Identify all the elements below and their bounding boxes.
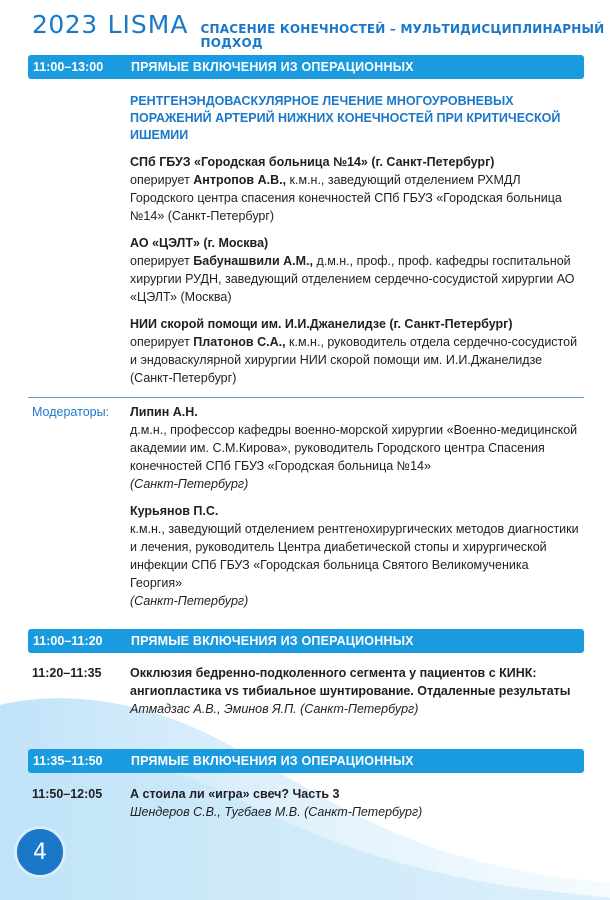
center-item xyxy=(130,153,580,225)
operates-prefix: оперирует xyxy=(130,173,194,187)
talk-time: 11:20–11:35 xyxy=(32,666,102,680)
session-bar-1 xyxy=(28,55,584,79)
section-title: РЕНТГЕНЭНДОВАСКУЛЯРНОЕ ЛЕЧЕНИЕ МНОГОУРОВНЕВЫХ ПОРАЖЕНИЙ АРТЕРИЙ НИЖНИХ КОНЕЧНОСТЕЙ ПРИ КРИТИЧЕСКОЙ ИШЕМИИ xyxy=(130,94,561,142)
header-year: 2023 xyxy=(32,10,98,39)
session-label: ПРЯМЫЕ ВКЛЮЧЕНИЯ ИЗ ОПЕРАЦИОННЫХ xyxy=(131,60,414,74)
center-item xyxy=(130,315,580,387)
surgeon-name: Антропов А.В., xyxy=(193,173,287,187)
session-bar-2 xyxy=(28,629,584,653)
moderator-details: д.м.н., профессор кафедры военно-морской хирургии «Военно-медицинской академии им. С.М.Кирова», руководитель Городского центра Спасения конечностей СПб ГБУЗ «Городская больница №14» xyxy=(130,423,578,473)
institution-name: АО «ЦЭЛТ» (г. Москва) xyxy=(130,236,269,250)
session-label: ПРЯМЫЕ ВКЛЮЧЕНИЯ ИЗ ОПЕРАЦИОННЫХ xyxy=(131,754,414,768)
talk-time: 11:50–12:05 xyxy=(32,787,103,801)
institution-name: СПб ГБУЗ «Городская больница №14» (г. Санкт-Петербург) xyxy=(130,155,495,169)
moderator-name: Курьянов П.С. xyxy=(130,504,219,518)
moderator-name: Липин А.Н. xyxy=(130,405,198,419)
talk-title: А стоила ли «игра» свеч? Часть 3 xyxy=(130,787,340,801)
surgeon-details: к.м.н., заведующий отделением РХМДЛ Городского центра спасения конечностей СПб ГБУЗ «Городская больница №14» (Санкт-Петербург) xyxy=(130,173,562,223)
moderators-list xyxy=(130,403,580,610)
surgeon-details: к.м.н., руководитель отдела сердечно-сосудистой и эндоваскулярной хирургии НИИ скорой помощи им. И.И.Джанелидзе (Санкт-Петербург) xyxy=(130,335,578,385)
moderator-item xyxy=(130,502,580,610)
talk-authors: Атмадзас А.В., Эминов Я.П. (Санкт-Петербург) xyxy=(130,702,419,716)
session-1-content xyxy=(130,93,580,387)
session-time: 11:00–13:00 xyxy=(33,60,104,74)
moderator-item xyxy=(130,403,580,493)
header-brand: LISMA xyxy=(107,10,189,39)
talk-item xyxy=(130,664,580,718)
talk-title: Окклюзия бедренно-подколенного сегмента у пациентов с КИНК: ангиопластика vs тибиальное шунтирование. Отдаленные результаты xyxy=(130,666,571,698)
surgeon-name: Бабунашвили А.М., xyxy=(193,254,313,268)
moderator-details: к.м.н., заведующий отделением рентгенохирургических методов диагностики и лечения, руководитель Центра диабетической стопы и хирургической инфекции СПб ГБУЗ «Городская больница Святого Великомученика Георгия» xyxy=(130,522,579,590)
surgeon-details: д.м.н., проф., проф. кафедры госпитальной хирургии РУДН, заведующий отделением сердечно-сосудистой хирургии АО «ЦЭЛТ» (Москва) xyxy=(130,254,575,304)
session-time: 11:00–11:20 xyxy=(33,634,103,648)
surgeon-info xyxy=(130,333,580,387)
moderators-label: Модераторы: xyxy=(32,405,110,419)
divider xyxy=(28,397,584,398)
page-number-badge: 4 xyxy=(14,826,66,878)
moderator-city: (Санкт-Петербург) xyxy=(130,594,249,608)
operates-prefix: оперирует xyxy=(130,254,194,268)
center-item xyxy=(130,234,580,306)
talk-authors: Шендеров С.В., Тугбаев М.В. (Санкт-Петербург) xyxy=(130,805,423,819)
session-bar-3 xyxy=(28,749,584,773)
operates-prefix: оперирует xyxy=(130,335,194,349)
talk-item xyxy=(130,785,580,821)
surgeon-info xyxy=(130,252,580,306)
session-label: ПРЯМЫЕ ВКЛЮЧЕНИЯ ИЗ ОПЕРАЦИОННЫХ xyxy=(131,634,414,648)
page-header xyxy=(32,10,610,50)
header-subtitle: СПАСЕНИЕ КОНЕЧНОСТЕЙ – МУЛЬТИДИСЦИПЛИНАРНЫЙ ПОДХОД xyxy=(200,22,605,50)
moderator-city: (Санкт-Петербург) xyxy=(130,477,249,491)
institution-name: НИИ скорой помощи им. И.И.Джанелидзе (г. Санкт-Петербург) xyxy=(130,317,513,331)
surgeon-name: Платонов С.А., xyxy=(193,335,286,349)
surgeon-info xyxy=(130,171,580,225)
session-time: 11:35–11:50 xyxy=(33,754,103,768)
